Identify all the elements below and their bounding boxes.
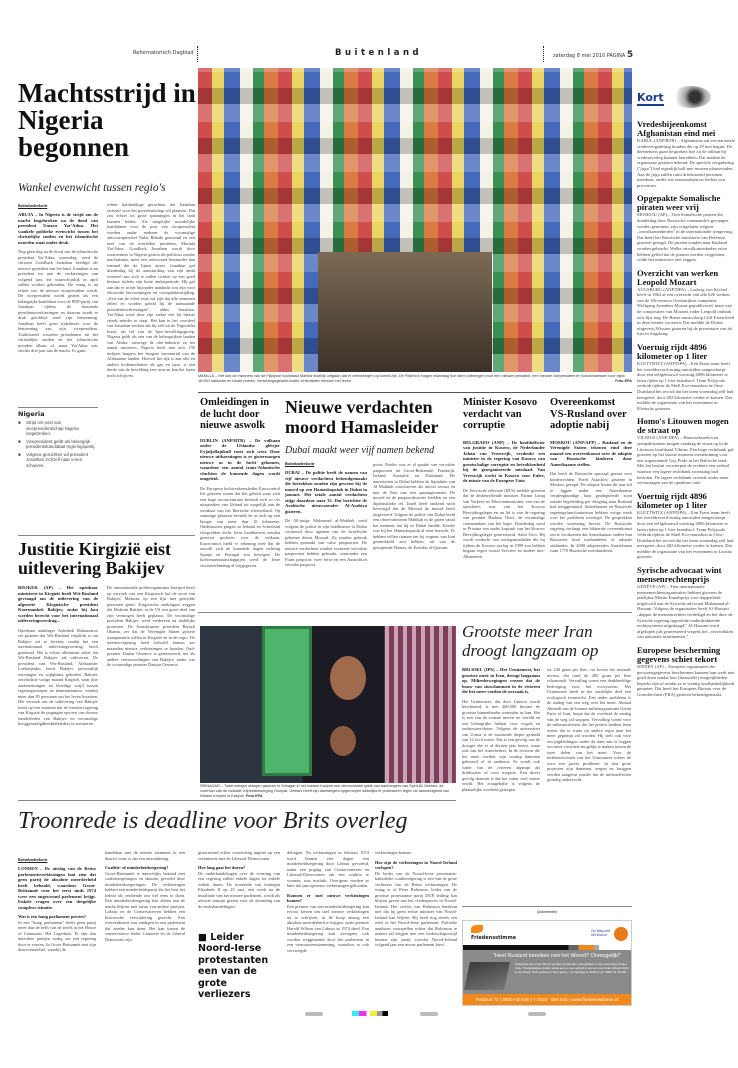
iran-headline: Grootste meer Iran droogt langzaam op (462, 622, 599, 660)
question: Hoe lang gaat het duren? (198, 865, 246, 870)
kort-title: Kort (637, 91, 664, 104)
kort-item (637, 269, 735, 337)
hamas-col1 (285, 462, 367, 588)
friedensstimme-ad[interactable] (462, 920, 632, 1006)
nigeria-headline: Machtsstrijd in Nigeria begonnen (18, 78, 196, 162)
factbox-item: ■ Volgens geruchten wil president Jonathan zichzelf naar voren schuiven. (18, 451, 88, 468)
divider (198, 392, 632, 393)
kort-item (637, 646, 735, 698)
brits-lead: LONDEN – De uitslag van de Britse parlementsverkiezingen laat zien dat geen partij de absolute meerderheid heeft behaald, waardoor Groot-Brittannië voor het eerst sinds 1974 weer een ongewoond parlement krijgt. Enkele vragen over een dergelijke complexe situatie. (18, 866, 96, 910)
nigeria-body-2: echter hardnekkige geruchten dat Jonathan zichzelf voor het presidentschap wil plaatsen. Dat zou echter tot grote spanningen in het land kunnen leiden. Als mogelijke noordelijke kandidaten voor de post van vicepresident worden onder anderen de voormalige anticorruptiechef Nuhu Ribadu genoemd en een neef van de overleden president, Murtala Yar'Adua. Goodluck Jonathan wordt door waarnemers in Nigeria gezien als politicus zonder machtsbasis, meer een uitvoerend bestuurder dan iemand die de lijnen uitzet. Jonathan gaf donderdag bij de aanvaarding van zijn ambt evenwel aan zich te zullen richten op een goed bestuur tijdens zijn korte ambtsperiode. Hij gaf aan dat er in het bijzonder aandacht zou zijn voor electorale hervormingen en corruptiebestrijding. „Een van de echte tests zal zijn dat alle stemmen tellen en worden geteld bij de aanstaande presidentsverkiezingen", aldus Jonathan. Yar'Adua werd door zijn ziekte een bij hietste steeds minder in staat. Het kan in het voordeel van Jonathan werken dat hij zelf uit de Nigerdelta komt, als lid van de Ijaw-bevolkingsgroep. Nigeria geldt als een van de belangrijkste landen van Afrika, vanwege de olie-industrie en het aantal inwoners. Nigeria heeft met zo'n 150 miljoen burgers het hoogste inwonertal van de Afrikaanse landen. Hoewel het rijk is aan olie en andere bodemschatten als gas en ijzer, is een derde van de bevolking zeer arm en kan het lezen noch schrijven. (107, 202, 195, 378)
nigeria-subtitle: Wankel evenwicht tussen regio's (18, 182, 166, 194)
brits-body: kandidaat met de meeste stemmen in een district wint, is dat een uitzondering. (105, 850, 185, 861)
paper-name: Reformatorisch Dagblad (133, 50, 194, 56)
ad-brand: Friedensstimme (471, 935, 517, 941)
question: Kunnen er snel nieuwe verkiezingen komen? (287, 892, 369, 903)
header-divider (197, 46, 198, 62)
adoptie-body: Dat heeft de Russische speciaal gezant voor kinderrechten, Pavel Astachov, gisteren in Moskou gezegd. De adoptie kwam dit jaar stil te liggen nadat een Amerikaanse verpleegkundige haar geadopteerde zoon zonder begeleiding per vliegtuig naar Rusland had teruggestuurd. Amerikaanse en Russische regeringsfunctionarissen hebben vorige week over het probleem overlegd. De gesprekken werden woensdag hervat. De Russische regering verlangt een bilaterale overeenkomst om te voorkomen dat Amerikaanse ouders hun Russische kind mishandelen of adoptie ontbinden. In 2008 adopteerden Amerikanen ruim 1770 Russische weeskinderen. (550, 471, 632, 553)
hamas-body-2: poort. Eerder was er al sprake van vervalste paspoorten uit Groot-Brittannië, Frankrijk, Ierland, Australië en Duitsland. De autoriteiten in Dubai hebben de liquidatie van Al-Mabhuh omschreven als uiterst secuur en met de flair van een spionageroman. De moord en de paspoortkwestie leidden tot een diplomatieke rel. Israël heeft ontkend noch bevestigd dat de Mossad de moord heeft uitgevoerd. Volgens de politie van Dubai hield een observatieteam Mabhuh in de gaten vanaf het moment dat hij in Dubai landde. Kerder was hij het Hamaskopstuk al eens bezocht. Er hebben willen ruimen om hij wapens van Iran gesmokkeld zou hebben, uit van de gewapende Hamas, de Ezzedin al-Qassam. (373, 462, 455, 550)
iran-lead: BRUSSEL (IPS) – Het Urmiameer, het grootste meer in Iran, droogt langzaam op. Milieubewegingen vrezen dat de bouw van stuwdammen in de rivieren die het meer voeden de oorzaak is. (462, 667, 540, 694)
iran-body-2: tot 240 gram per liter, ver boven het normale niveau, dat rond de 200 gram per liter schommelt. Vervuiling vormt een denkbeeldige bedreiging voor het ecosysteem. Het Urmiameer heeft in het zuidelijke deel een ecologisch evenwicht. Een ander probleem is de aanleg van een weg over het meer. Ahmad Ahmadi van de Iraanse milieuorganisatie Green Party of Iran, hoopt dat de overheid de aanleg van de weg zal stoppen. Vervuiling vormt voor de milieuactivisten die het protest hebben laten weten dat er water uit andere regio naar het meer gepompt zal worden. Hij stelt ook voor om pijpleidingen onder de dam aan te leggen om meer circulatie mogelijk te maken tussen de twee delen van het meer. Voor de milieuactivisten van het Urmiameer echter de voor een groter probleem. In tien grote projecten zijn dammen, wegen en bruggen werden aangevat zonder dat de milieueffecten grondig onderzocht. (547, 667, 631, 782)
kort-item-text: KLETTWITZ (ANP/DPA) – Een Frans team heeft het wereldrecord zuinig autorijden aangescherpt door een zelfgebouwd voertuig 4896 kilometer te laten rijden op 1 liter brandstof. Team Polyjoule verbrak tijdens de Shell Eco-marathon in Oost-Duitsland het record dat het team woensdag zelf had neergezet, door 482 kilometer verder te komen. Dat meldde de organisatie van het evenement in Klettwitz gisteren. (637, 361, 734, 411)
aswolk-lead: DUBLIN (ANP/RTR) – De vulkaan onder de IJslandse gletsjer Eyjafjallajökull roert zich weer. Door nieuwe uitbarstingen is er gistermorgen nieuwe as in de lucht gekomen, waardoor een aantal trans-Atlantische vluchten de komende dagen wordt omgeleid. (200, 437, 280, 481)
brits-body: Een premier van een minderheidsregering kan ervoor kiezen om snel nieuwe verkiezingen uit te schrijven, in de hoop alsnog een absolute meerderheid te krijgen, zoals premier Harold Wilson van Labour in 1974 deed. Een minderheidsregering kan overigens ook worden weggestemd door het parlement in een vertrouwensstemming, waardoor er ook vervroegde (287, 903, 369, 953)
kosovo-article (463, 397, 545, 588)
dove-logo-icon (471, 925, 483, 933)
page-date (553, 50, 633, 60)
brits-body: In een "hung parliament" heeft geen partij meer dan de helft van de zetels in het House of Commons. Het Lagerhuis. Er zijn dan meerdere partijen nodig om een regering door te voeren. In Groot-Brittannië met zijn districtenstelsel, waarbij de (18, 919, 96, 952)
brits-col2 (105, 850, 185, 1001)
iran-body-1: Het Urmiameer, dat door Unesco wordt beschermd, is met 460.000 hectare de grootste binnenlandse waterplas in Iran. Het is een van de zoutste meren ter wereld en een belangrijke habitat voor vogels en onderwatervleien. Volgens de universiteit van Urmia is de maximale diepte gedaald van 12 tot 6 meter. Dat is een gevolg van de droogte die er al dertien jaar heerst, maar ook van het waterbeheer. In de rivieren die het meer voeden, zijn twintig dammen gebouwd of in aanbouw. Er wordt ook water van de rivieren afgetapt als drinkwater of voor irrigatie. Een direct gevolg daarvan is dat het water veel zouter wordt. Het zoutgehalte is volgens de plaatselijke overheid gestegen (462, 698, 540, 792)
kosovo-headline: Minister Kosovo verdacht van corruptie (463, 397, 538, 431)
brits-body: De onderhandelingen over de vorming van een regering zullen enkele dagen tot enkele weken duren. De troonrede van koningin Elizabeth II op 25 mei, een week na de installatie van het nieuwe parlement, wordt als uiterste termijn gezien voor de afronding van de onderhandelingen. (198, 870, 280, 909)
aswolk-body: De Europese luchtverkeersleider Eurocontrol liet gisteren weten dat het gebied waar zich een hoge asconcentratie bevindt zich zo ver uitspreiden van IJsland tot mogelijk aan de westkust van het Iberische schiereiland. Op sommige plaatsen bevindt de as zich op een hoogte van meer dan 10 kilometer. Ondertussen gingen in Ierland en Schotland vliegvelden dicht. Ierse luchthavens werden gisteren gesloten voor de vulkaan. Eurocontrol hield er rekening mee dat de aswolk zich de komende dagen richting Spanje en Portugal zou bewegen. De luchtvaartmaatschappijen werd de Ierse vluchtverbinding al vrijgegeven. (200, 485, 280, 568)
caption-text: MANILLA – Het kan de inwoners van de Filipijnse hoofdstad Manilla moeilijk ontgaan dat er verkiezingen op komst zijn. De Filipino's mogen maandag hun stem uitbrengen voor een nieuwe president, een nieuwe vicepresident en functionarissen voor bijna 18.000 nationale en lokale posten. Verkiezingsgeweld kostte al tientallen mensen het leven. (198, 374, 625, 383)
kirgizie-body-1: Openbaar aanklager Azimbek Beknazarov zei gisteren dat Wit-Rusland verplicht is om Bakijev uit te leveren, omdat het een internationaal uitleveringsverdrag heeft getekend. Het is echter allerminst zeker dat Wit-Rusland Bakijev zal uitleveren. De president van Wit-Rusland, Aleksander Loekasjenko, heeft Bakijev persoonlijk ontvangen en wijkplaats geboden. Bakijev ontvluchtte vorige maand Kirgizië, waar drie ondernemingen en bloedige strijd tussen regeringstroepen en demonstranten, waarbij meer dan 85 personen om het leven kwamen. Het verzoek om de uitlevering van Bakijev komt op een moment dat de interim-regering van Kirgizië de pogingen opvoert om diverse familieleden van Bakijev en voormalige hooggeraadigdheidsbekleders te arresteren. (18, 627, 98, 726)
question: Hoe zijn de verkiezingen in Noord-Ierland verlopen? (375, 859, 457, 870)
kort-item-text: WENEN (AP) – Europese organisaties die persoonsgegevens beschermen kunnen hun werk niet goed doen omdat hun (financiële) mogelijkheden beperkt zijn of omdat ze te weinig onafhankelijkheid genieten. Dat heeft het Europees Bureau voor de Grondrechten (FRA) gisteren bekendgemaakt. (637, 664, 735, 697)
kort-item-text: MOSKOU (AP) – Tien Somalische piraten die donderdag door Russische commando's gevangen werden genomen, zijn vrijgelaten wegens „onvolkomenheden" in de internationale wetgeving. Dat heeft het Russische ministerie van Defensie gisteren gezegd. De piraten zouden naar Rusland worden gebracht. Welke onvolkomenheden ertoe hebben geleid dat de piraten werden vrijgelaten, wilde het ministerie niet zeggen. (637, 212, 733, 263)
nigeria-body-1: Nog geen dag na de dood van de islamitische president Yar'Adua, woensdag, werd de christen Goodluck Jonathan beëdigd als nieuwe president van het land. Jonathan is nu president tot aan de verkiezingen van volgend jaar, die waarschijnlijk in april zullen worden gehouden. De vraag is nu echter wie de nieuwe vicepresident wordt. De vicepresident wordt gezien als een belangrijke kandidaat voor de PDP-partij van Jonathan tijdens de komende presidentsverkiezingen en daarom wordt er druk gelobbyd rond zijn benoeming. Jonathan heeft geen tijdslimiet voor de benoeming van zijn vicepresident. Traditioneel wisselen presidenten uit het christelijke zuiden en het islamitische noorden elkaar af, maar Yar'Adua was slechts drie jaar aan de macht. Er gaan (18, 249, 98, 353)
section-title: Buitenland (335, 48, 423, 58)
kort-item-title: Overzicht van werken Leopold Mozart (637, 267, 719, 287)
iran-col1 (462, 667, 540, 899)
brits-headline: Troonrede is deadline voor Brits overleg (18, 808, 408, 834)
kort-item-title: Europese bescherming gegevens schiet tekort (637, 645, 721, 664)
kort-item-text: AUGSBURG (ANP/DPA) – Ludwig von Köchel heeft in 1862 al een overzicht van alle 626 werken van de 18e-eeuwse Oostenrijkse componist Wolfgang Amadeus Mozart gepubliceerd, maar van de composities van Mozarts vader Leopold ontbrak zo'n lijst nog. De Britse musicoloog Cliff Eisen heeft in deze leemte voorzien. Dat meldde de Duitse uitgeverij Wissner gisteren bij de presentatie van de lijst in Augsburg. (637, 286, 735, 337)
world-map-icon (671, 86, 711, 108)
factbox-title: Nigeria (18, 407, 98, 418)
factbox-text: Strijd om post van vicepresidentschap Nigeria losgebroken. (26, 420, 79, 436)
divider (462, 906, 632, 907)
kirgizie-col1 (18, 585, 98, 778)
hamas-headline: Nieuwe verdachten moord Hamasleider (285, 397, 439, 437)
aswolk-article (200, 397, 280, 596)
kort-item (637, 417, 735, 485)
brits-body: verkiezingen komen. (375, 850, 412, 855)
page-number: 5 (626, 50, 634, 60)
factbox-text: Volgens geruchten wil president Jonathan zichzelf naar voren schuiven. (26, 451, 88, 468)
nigeria-factbox (18, 407, 98, 468)
srinagar-photo (200, 626, 456, 783)
brits-body: delingen. Na verkiezingen in februari 1974 werd binnen vier dagen een minderheidsregering door Labour gevormd, nadat een poging van Conservatieven en Liberaal-Democraten om een coalitie te vormen, was mislukt. Overigens werden er later dat jaar opnieuw verkiezingen gehouden. (287, 850, 369, 888)
kort-item (637, 120, 735, 188)
header-divider (543, 46, 544, 62)
kort-item (637, 194, 735, 262)
pull-quote (198, 932, 280, 1001)
kirgizie-body-2: De internationale politieorganisatie Interpol heeft op verzoek van een Kirgizisch hof de zoon van Bakijev, Maksim, op een lijst met gezochte personen gezet. Kirgizische aanklagers zeggen dat Maksim Bakijev in de VS een groot deel van zijn vermogen heeft geplaatst. De voormalige president Bakijev werd verdreven na dodelijke protesten. De Amerikaanse president Barack Obama, zei dat de Verenigde Staten grotere transparantie willen in Kirgizië en in de regio. De interim-regering heeft beloofd binnen zes maanden nieuwe verkiezingen te houden. Oud-premier Daniar Oesenov is gearresteerd, net als andere vertrouwelingen van Bakijev, onder wie de voormalige premier Danijar Oesenov. (107, 585, 195, 667)
globe-logo-icon (614, 927, 628, 941)
nigeria-col1 (18, 204, 98, 468)
quote-bullet-icon: ■ (198, 931, 211, 943)
factbox-item: ■ Vicepresident geldt als belangrijk presidentskandidaat regeringspartij. (18, 438, 96, 449)
kort-sidebar (637, 86, 735, 1061)
adoptie-headline: Overeenkomst VS-Rusland over adoptie nabij (550, 397, 627, 431)
question: Coalitie- of minderheidsregering? (105, 865, 169, 870)
kort-item-text: KLETTWITZ (ANP/DPA) – Een Frans team heeft het wereldrecord zuinig autorijden aangescherpt door een zelfgebouwd voertuig 4896 kilometer te laten rijden op 1 liter brandstof. Team Polyjoule verbrak tijdens de Shell Eco-marathon in Oost-Duitsland het record dat het team woensdag zelf had neergezet, door 482 kilometer verder te komen. Dat meldde de organisatie van het evenement in Lausitz gisteren. (637, 509, 734, 560)
kort-item-title: Syrische advocaat wint mensenrechtenprijs (637, 565, 722, 585)
brits-col4 (287, 850, 369, 999)
ad-panel (463, 950, 632, 994)
adoptie-lead: MOSKOU (ANP/AFP) – Rusland en de Verenigde Staten tekenen eind deze maand een overeenkomst over de adoptie van Russische kinderen door Amerikaanse stellen. (550, 439, 632, 467)
kort-item-title: Voertuig rijdt 4896 kilometer op 1 liter (637, 490, 708, 510)
kosovo-body: De Servische televisie (RTS) meldde gisteren dat de desbetreffende minister, Fatmir Limaj van Verkeer en Telecommunicatie, een van de oprichters was van het Kosovo Bevrijdingsleger en nu lid is van de regering van premier Hashim Thaci, de voormalige commandant van het leger. Donderdag werd in Pristina een onder kopstuk van het Kosovo Bevrijdingsleger gearresteerd, Sabit Geci. Hij wordt verdacht van oorlogsmisdaden die hij tijdens de Kosovo-oorlog in 1999 zou hebben begaan tegen vooral Serviërs en andere niet-Albanezen. (463, 487, 545, 559)
photo-credit: Foto EPA (615, 379, 632, 383)
kort-item-text: KABUL (ANP/RTR) – Afghanistan zal een nationale vredesvergadering houden die op 29 mei begint. De deelnemers gaan bespreken hoe zij de taliban bij vredesoverleg kunnen betrekken. Dat maakte de organisatie gisteren bekend. De speciale vergadering ("jirga") had eigenlijk half mei moeten plaatsvinden. Aan de jirga zullen ruim drieduizend personen meedoen, onder wie stamoudsten en leiders van provincies. (637, 138, 735, 188)
manila-election-photo (198, 68, 632, 372)
brits-body: De leider van de Noord-Ierse protestants-katholieke coalitieregering is een van de grote verliezers van de Britse verkiezingen. De vraag is of Peter Robinson, leider van de grootste protestantse partij DUP, leiding kan blijven geven aan het vredesproces in Noord-Ierland. Het verlies van Robinson betekent niet dat hij geen eerste minister van Noord-Ierland kan blijven. Hij heeft nog steeds een zetel in het Noord-Ierse parlement. Politieke analisten voorspellen echter dat Robinson te maken zal krijgen met een leiderschapsstrijd binnen zijn partij voordat Noord-Ierland volgend jaar een nieuw parlement kiest. (375, 870, 457, 947)
factbox-item: ■ Strijd om post van vicepresidentschap Nigeria losgebroken. (18, 420, 79, 436)
kirgizie-lead: BISJKEK (AP) – Het openbaar ministerie in Kirgizië heeft Wit-Rusland gevraagd om de uitlevering van de afgezette Kirgizische president Koermanbek Bakijev, zodat hij kan worden berecht voor het internationaal uitleveringsverdrag... (18, 585, 98, 623)
byline: Buitenlandredactie (18, 858, 48, 862)
adoptie-article (550, 397, 632, 601)
divider (18, 800, 456, 801)
date-text: zaterdag 8 mei 2010 PAGINA (553, 53, 626, 59)
kort-header (637, 86, 735, 114)
manila-caption (198, 374, 632, 384)
print-mark (305, 1012, 323, 1016)
kort-item (637, 566, 735, 640)
ad-text: Gebouwd aan Gods Woord werken honderden evangelisten in de voormalige Sovjet-Unie. Postpraktijken draait, aldus een en een gebed is een uur met Gods Woord dicht in de streek. Door gebed en door geven. Uw bijdrage is welkom op: 0900-41 32 204 (515, 962, 629, 974)
kort-item (637, 343, 735, 411)
kort-item-title: Voertuig rijdt 4896 kilometer op 1 liter (637, 342, 708, 362)
color-registration-bar (352, 1011, 388, 1016)
ad-footer: Postbus 72 | 3800 AB Ede | T 0318 - 555 544 | www.friedensstimme.nl (463, 994, 631, 1006)
hamas-subtitle: Dubai maakt weer vijf namen bekend (285, 445, 435, 456)
brits-col1 (18, 858, 96, 965)
caption-text: SRINAGAR – Twee meisjes stoegen gisteren in Srinagar in het Indiase Kasjmir een demonstratie gade van aanhangers van Syed Ali Geelani, de voorman van de radicale vrijheidsbeweging Hurriyat. Geelani heeft zijn aanhangers opgeroepen wekelijks te protesteren tegen de aanwezigheid van Indiase troepen in Kasjmir. (200, 784, 450, 798)
srinagar-caption (200, 784, 456, 799)
kort-item-text: VILNIUS (ANP/DPA) – Homoseksuelen en sympathisanten mogen vandaag de straat op in de Litouwse hoofdstad Vilnius. Een hoge rechtbank gaf gisteren op het laatste moment toestemming voor een zogenoemde Gay Pride in het Baltische land. Met het besluit verwierpen de rechters een verbod waartoe een lagere rechtbank woensdag had besloten. De lagere rechtbank vreesde onder meer verstoringen van de openbare orde. (637, 435, 734, 486)
print-mark (528, 1012, 546, 1016)
hamas-lead: DUBAI – De politie heeft de namen van vijf nieuwe verdachten bekendgemaakt die betrokken zouden zijn geweest bij de moord op een Hamaskopstuk in Dubai in januari. Het totale aantal verdachten stijgt daardoor naar 32. Dat berichtte de Arabische nieuwszender Al-Arabiya gisteren. (285, 470, 367, 514)
ad-slogan: "Heel Rusland bereiken met het Woord? Onmogelijk!" (492, 953, 622, 959)
kosovo-lead: BELGRADO (ANP) – De hoofdofficier van justitie in Kosovo, de Nederlander Johan van Vreeswijk, verdenkt een minister in de regering van Kosovo van grootschalige corruptie en betrokkenheid bij de georganiseerde misdaad. Van Vreeswijk werkt in Kosovo voor Eulex, de missie van de Europese Unie. (463, 439, 545, 483)
print-mark (420, 1012, 438, 1016)
kort-item-title: Vredesbijeenkomst Afghanistan eind mei (637, 119, 716, 138)
ad-label: (Advertentie) (536, 910, 558, 914)
quote-text: Leider Noord-Ierse protestanten een van de grote verliezers (198, 931, 269, 1000)
factbox-text: Vicepresident geldt als belangrijk presidentskandidaat regeringspartij. (26, 438, 96, 449)
brits-col5 (375, 850, 457, 1001)
kirgizie-headline: Justitie Kirgizië eist uitlevering Bakijev (18, 539, 171, 578)
kort-item-text: GENÈVE (AP) – Tien internationale mensenrechtenorganisaties hebben gisteren de jaarlijkse Martin Ennalsprijs voor dapperheid uitgeloofd aan de Syrische advocaat Muhannad al-Hassani. Volgens de organisaties heeft Al-Hassani „dapper de mensenrechten verdedigd en het door de Syrische regering ingestelde onderdrukkende rechtssysteem uitgedaagd." Al-Hassani werd afgelopen juli gearresteerd wegens het „verzwakken van nationale sentimenten." (637, 584, 734, 640)
kort-item-title: Opgepakte Somalische piraten weer vrij (637, 193, 721, 213)
bible-icon (464, 962, 510, 990)
divider (18, 535, 195, 536)
kort-item (637, 492, 735, 560)
photo-credit: Foto EPA (245, 794, 263, 798)
brits-body: Groot-Brittannië is nauwelijks bekend met coalitieregeringen en daarom gevoeld deze minderheidsregeringen. De verkiezingen hebben een minderheidspartij die het best het beleid als verdiende om wel eens te doen. Een minderheidsregering kan alleen aan de macht blijven met steun van andere partijen. Labour en de Conservatieven hebben een historische verwijdering gezocht. Een overeenkomst zou eindigen in een parlement dat zonder kan doen. Het kan tussen de conservatieve leider Cameron en de Liberal Democrats zijn. (105, 870, 185, 942)
aswolk-headline: Omleidingen in de lucht door nieuwe aswolk (200, 397, 270, 431)
divider (198, 612, 632, 613)
nigeria-lead: ABUJA – In Nigeria is de strijd om de macht losgebroken na de dood van president Umaru Yar'Adua. Het wankele politieke evenwicht tussen het christelijke zuiden en het islamitische noorden staat onder druk. (18, 212, 98, 245)
brits-body: gisteravond echter voorzichtig ingezet op een verbintenis met de Liberaal-Democraten. (198, 850, 280, 861)
hamas-body-1: De 50-jarige Mahmoud al-Mabhuh werd volgens de politie in zijn hotelkamer in Dubai vermoord door agenten van de Israëlische geheime dienst Mossad. Zij zouden gebruik hebben gemaakt van valse paspoorten. De nieuwe verdachten zouden eveneens vervalste paspoorten hebben gebruikt, waaronder een Frans paspoort, twee Ierse en een Australisch vervalst paspoort. (285, 518, 367, 567)
ad-logo-text: Op Weg met het Woord (591, 929, 610, 937)
brits-col3 (198, 850, 280, 1001)
question: Wat is een hung parliament precies? (18, 914, 87, 919)
byline: Buitenlandredactie (18, 204, 48, 208)
kort-item-title: Homo's Litouwen mogen de straat op (637, 416, 729, 436)
byline: Buitenlandredactie (285, 462, 315, 466)
